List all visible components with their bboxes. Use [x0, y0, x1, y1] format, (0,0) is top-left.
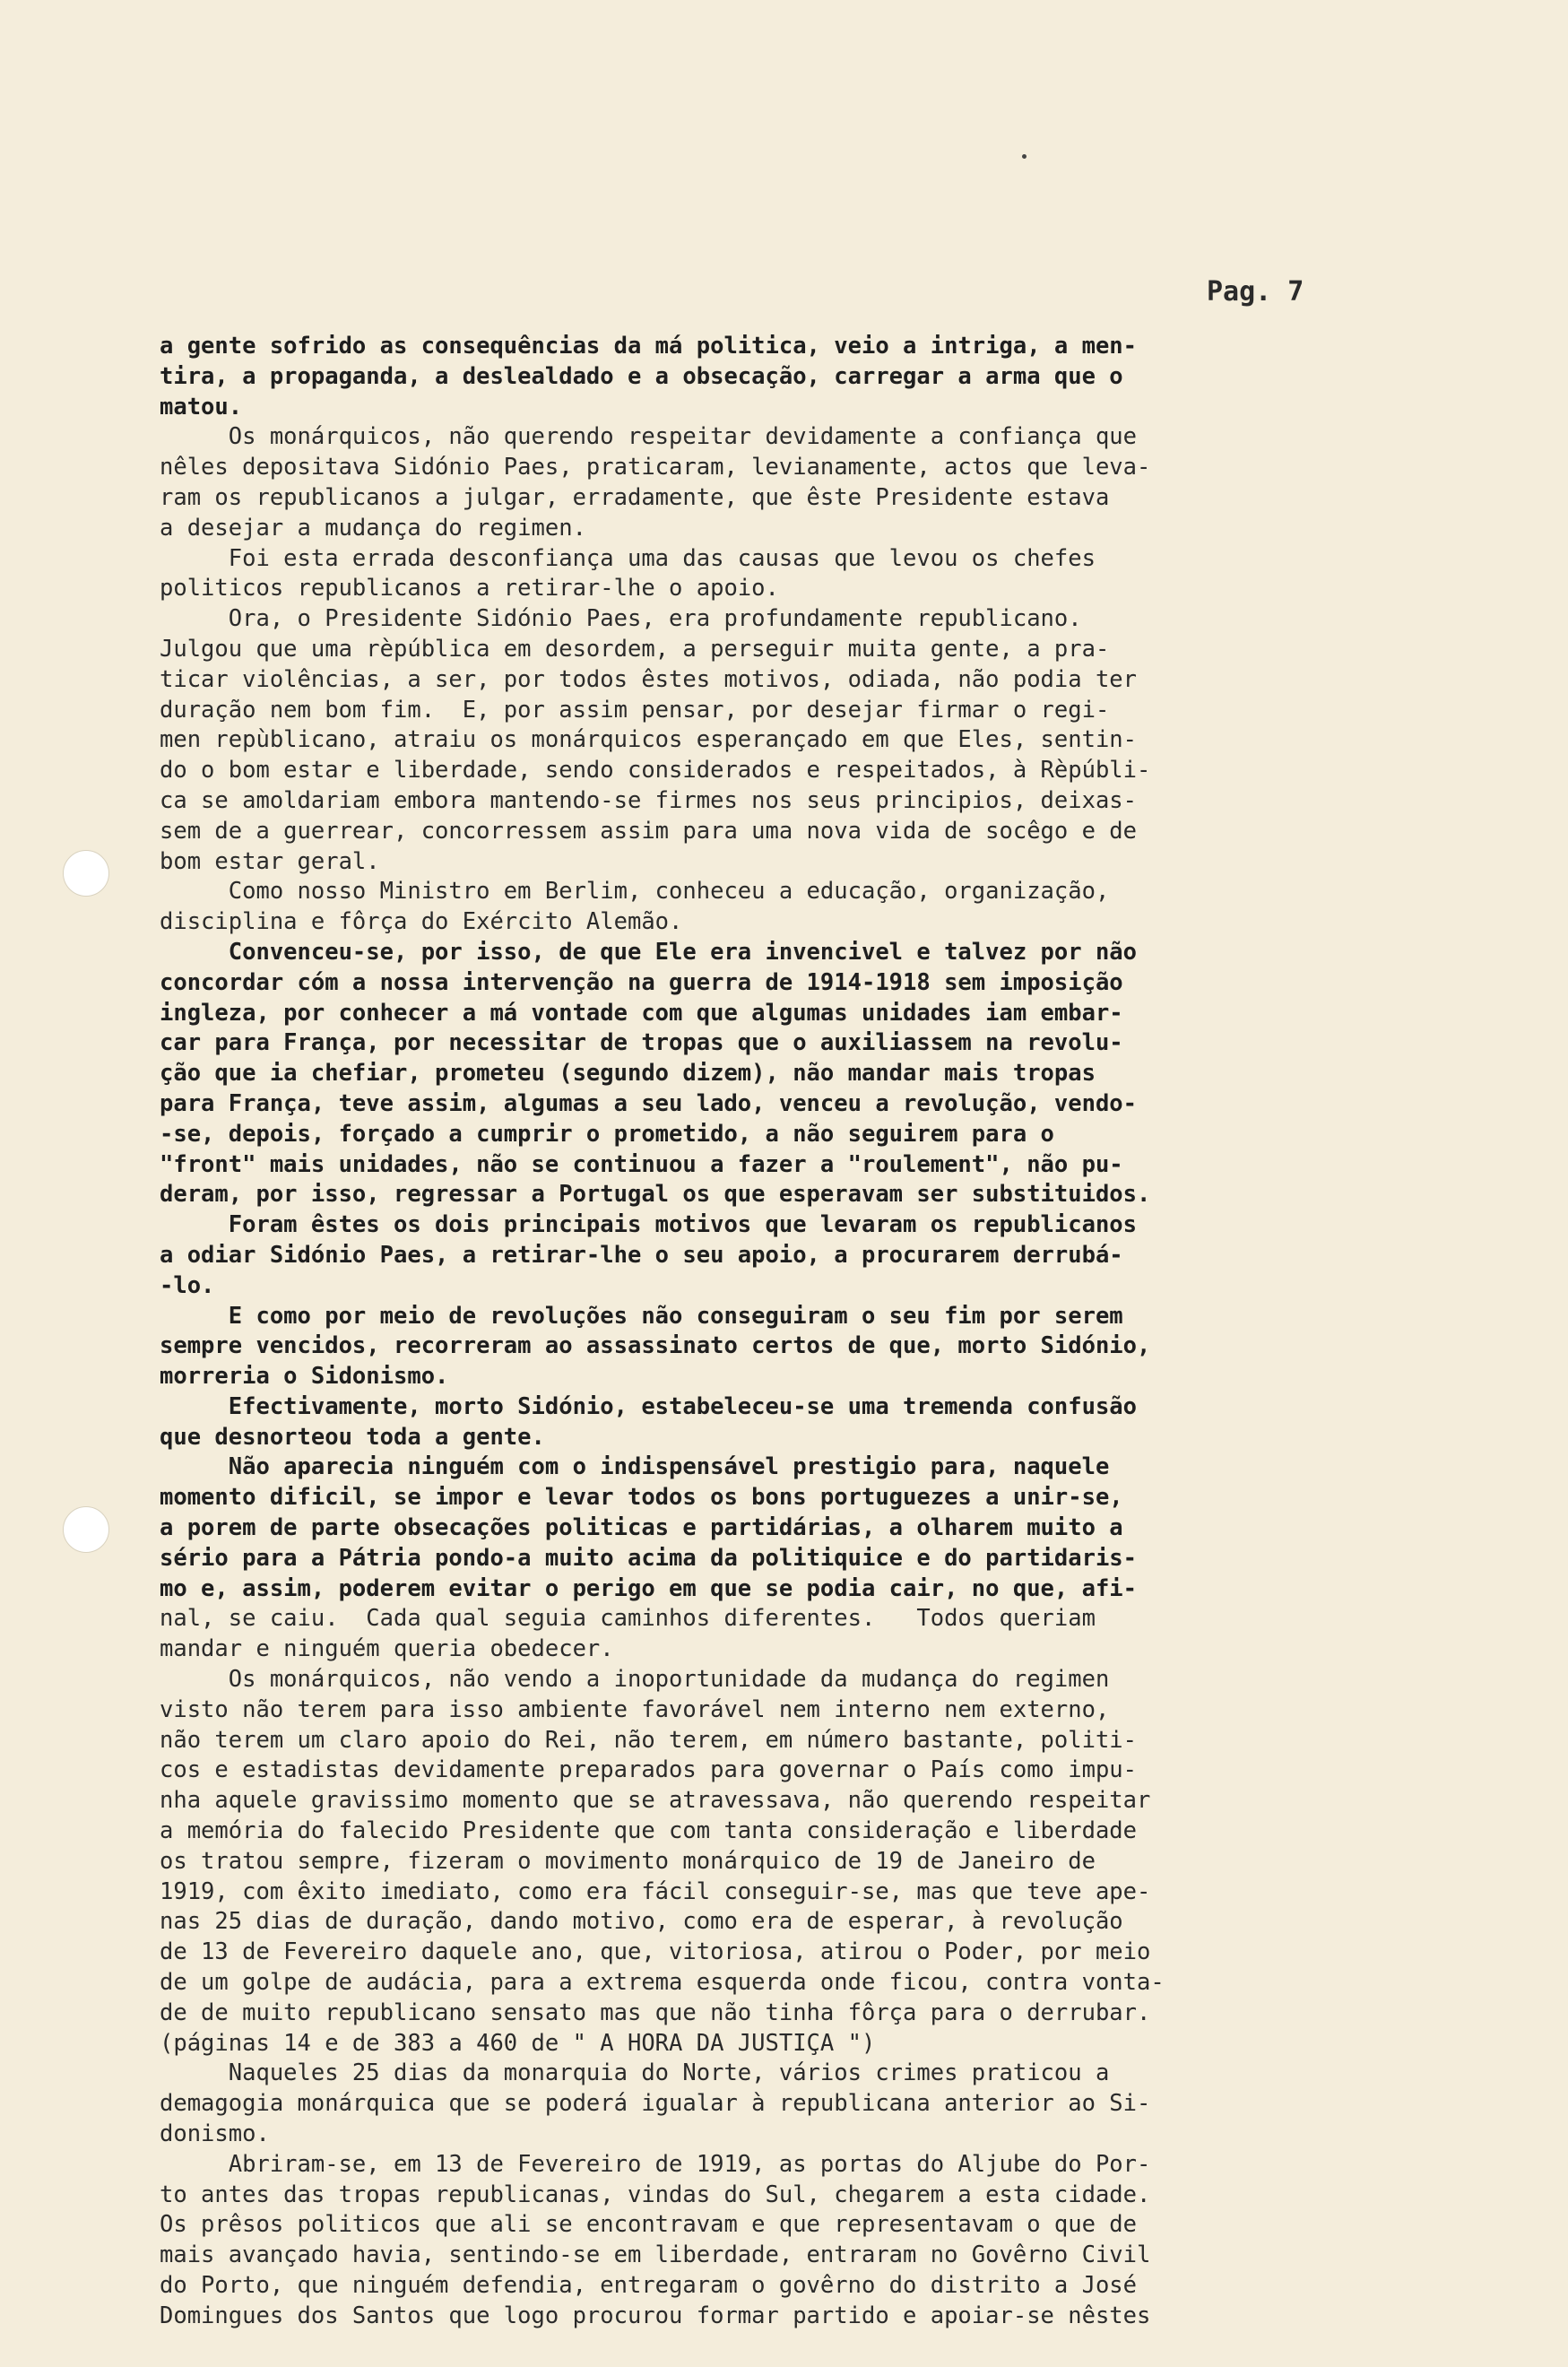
text-line: Naqueles 25 dias da monarquia do Norte, vários crimes praticou a: [160, 2059, 1110, 2087]
text-line: men repùblicano, atraiu os monárquicos esperançado em que Eles, sentin-: [160, 726, 1138, 754]
text-line: Os monárquicos, não vendo a inoportunidade da mudança do regimen: [160, 1666, 1110, 1694]
text-line: Ora, o Presidente Sidónio Paes, era profundamente republicano.: [160, 605, 1082, 633]
text-line: -se, depois, forçado a cumprir o prometido, a não seguirem para o: [160, 1120, 1054, 1148]
text-line: sério para a Pátria pondo-a muito acima da politiquice e do partidaris-: [160, 1544, 1138, 1572]
text-line: (páginas 14 e de 383 a 460 de " A HORA DA JUSTIÇA "): [160, 2029, 876, 2057]
text-line: disciplina e fôrça do Exército Alemão.: [160, 908, 683, 936]
text-line: cos e estadistas devidamente preparados para governar o País como impu-: [160, 1756, 1138, 1784]
text-line: sem de a guerrear, concorressem assim para uma nova vida de socêgo e de: [160, 817, 1138, 845]
text-line: duração nem bom fim. E, por assim pensar, por desejar firmar o regi-: [160, 696, 1110, 724]
text-line: bom estar geral.: [160, 847, 380, 875]
text-line: para França, teve assim, algumas a seu lado, venceu a revolução, vendo-: [160, 1089, 1138, 1117]
text-line: Como nosso Ministro em Berlim, conheceu a educação, organização,: [160, 878, 1110, 906]
text-line: deram, por isso, regressar a Portugal os que esperavam ser substituidos.: [160, 1181, 1151, 1209]
text-line: ram os republicanos a julgar, erradamente, que êste Presidente estava: [160, 483, 1110, 511]
ink-speck: [1022, 154, 1027, 159]
text-line: a memória do falecido Presidente que com tanta consideração e liberdade: [160, 1817, 1138, 1845]
typed-text-body: [160, 332, 1468, 2332]
text-line: ticar violências, a ser, por todos êstes motivos, odiada, não podia ter: [160, 665, 1138, 693]
text-line: demagogia monárquica que se poderá igualar à republicana anterior ao Si-: [160, 2090, 1151, 2118]
text-line: ingleza, por conhecer a má vontade com que algumas unidades iam embar-: [160, 999, 1123, 1027]
text-line: E como por meio de revoluções não conseguiram o seu fim por serem: [160, 1302, 1123, 1330]
text-line: sempre vencidos, recorreram ao assassinato certos de que, morto Sidónio,: [160, 1332, 1151, 1360]
text-line: "front" mais unidades, não se continuou a fazer a "roulement", não pu-: [160, 1150, 1123, 1178]
text-line: Abriram-se, em 13 de Fevereiro de 1919, as portas do Aljube do Por-: [160, 2150, 1151, 2178]
text-line: Foi esta errada desconfiança uma das causas que levou os chefes: [160, 544, 1096, 572]
text-line: de um golpe de audácia, para a extrema esquerda onde ficou, contra vonta-: [160, 1969, 1165, 1997]
text-line: mais avançado havia, sentindo-se em liberdade, entraram no Govêrno Civil: [160, 2241, 1151, 2269]
text-line: nas 25 dias de duração, dando motivo, como era de esperar, à revolução: [160, 1908, 1123, 1936]
text-line: de de muito republicano sensato mas que não tinha fôrça para o derrubar.: [160, 1999, 1151, 2026]
text-line: to antes das tropas republicanas, vindas do Sul, chegarem a esta cidade.: [160, 2181, 1151, 2208]
text-line: concordar cóm a nossa intervenção na guerra de 1914-1918 sem imposição: [160, 968, 1123, 996]
text-line: politicos republicanos a retirar-lhe o apoio.: [160, 575, 779, 603]
text-line: nha aquele gravissimo momento que se atravessava, não querendo respeitar: [160, 1787, 1151, 1815]
text-line: a desejar a mudança do regimen.: [160, 514, 586, 542]
text-line: 1919, com êxito imediato, como era fácil conseguir-se, mas que teve ape-: [160, 1877, 1151, 1905]
text-line: mo e, assim, poderem evitar o perigo em que se podia cair, no que, afi-: [160, 1574, 1138, 1602]
text-line: Domingues dos Santos que logo procurou formar partido e apoiar-se nêstes: [160, 2302, 1151, 2329]
text-line: ca se amoldariam embora mantendo-se firmes nos seus principios, deixas-: [160, 786, 1138, 814]
text-line: Julgou que uma rèpública em desordem, a perseguir muita gente, a pra-: [160, 635, 1110, 663]
text-line: do o bom estar e liberdade, sendo considerados e respeitados, à Rèpúbli-: [160, 757, 1151, 785]
text-line: matou.: [160, 393, 243, 421]
text-line: nêles depositava Sidónio Paes, praticaram, levianamente, actos que leva-: [160, 454, 1151, 481]
text-line: momento dificil, se impor e levar todos os bons portuguezes a unir-se,: [160, 1484, 1123, 1512]
text-line: Não aparecia ninguém com o indispensável prestigio para, naquele: [160, 1453, 1110, 1481]
text-line: donismo.: [160, 2120, 270, 2148]
text-line: nal, se caiu. Cada qual seguia caminhos diferentes. Todos queriam: [160, 1605, 1096, 1633]
punch-hole-top: [63, 850, 109, 897]
text-line: Os monárquicos, não querendo respeitar devidamente a confiança que: [160, 423, 1138, 451]
text-line: a porem de parte obsecações politicas e partidárias, a olharem muito a: [160, 1514, 1123, 1542]
text-line: visto não terem para isso ambiente favorável nem interno nem externo,: [160, 1695, 1110, 1723]
text-line: car para França, por necessitar de tropas que o auxiliassem na revolu-: [160, 1029, 1123, 1057]
text-line: tira, a propaganda, a deslealdado e a obsecação, carregar a arma que o: [160, 362, 1123, 390]
text-line: de 13 de Fevereiro daquele ano, que, vitoriosa, atirou o Poder, por meio: [160, 1938, 1151, 1966]
text-line: ção que ia chefiar, prometeu (segundo dizem), não mandar mais tropas: [160, 1060, 1096, 1088]
text-line: mandar e ninguém queria obedecer.: [160, 1635, 614, 1663]
text-line: a odiar Sidónio Paes, a retirar-lhe o seu apoio, a procurarem derrubá-: [160, 1241, 1123, 1269]
text-line: não terem um claro apoio do Rei, não terem, em número bastante, politi-: [160, 1726, 1138, 1754]
text-line: a gente sofrido as consequências da má politica, veio a intriga, a men-: [160, 333, 1138, 360]
text-line: Convenceu-se, por isso, de que Ele era invencivel e talvez por não: [160, 938, 1138, 966]
text-line: do Porto, que ninguém defendia, entregaram o govêrno do distrito a José: [160, 2272, 1138, 2299]
punch-hole-bottom: [63, 1506, 109, 1553]
text-line: morreria o Sidonismo.: [160, 1363, 449, 1391]
page-number: Pag. 7: [1207, 276, 1304, 308]
text-line: os tratou sempre, fizeram o movimento monárquico de 19 de Janeiro de: [160, 1847, 1096, 1875]
text-line: que desnorteou toda a gente.: [160, 1423, 545, 1451]
text-line: Efectivamente, morto Sidónio, estabeleceu-se uma tremenda confusão: [160, 1392, 1138, 1420]
text-line: -lo.: [160, 1271, 215, 1299]
text-line: Foram êstes os dois principais motivos que levaram os republicanos: [160, 1211, 1138, 1239]
text-line: Os prêsos politicos que ali se encontravam e que representavam o que de: [160, 2211, 1138, 2239]
